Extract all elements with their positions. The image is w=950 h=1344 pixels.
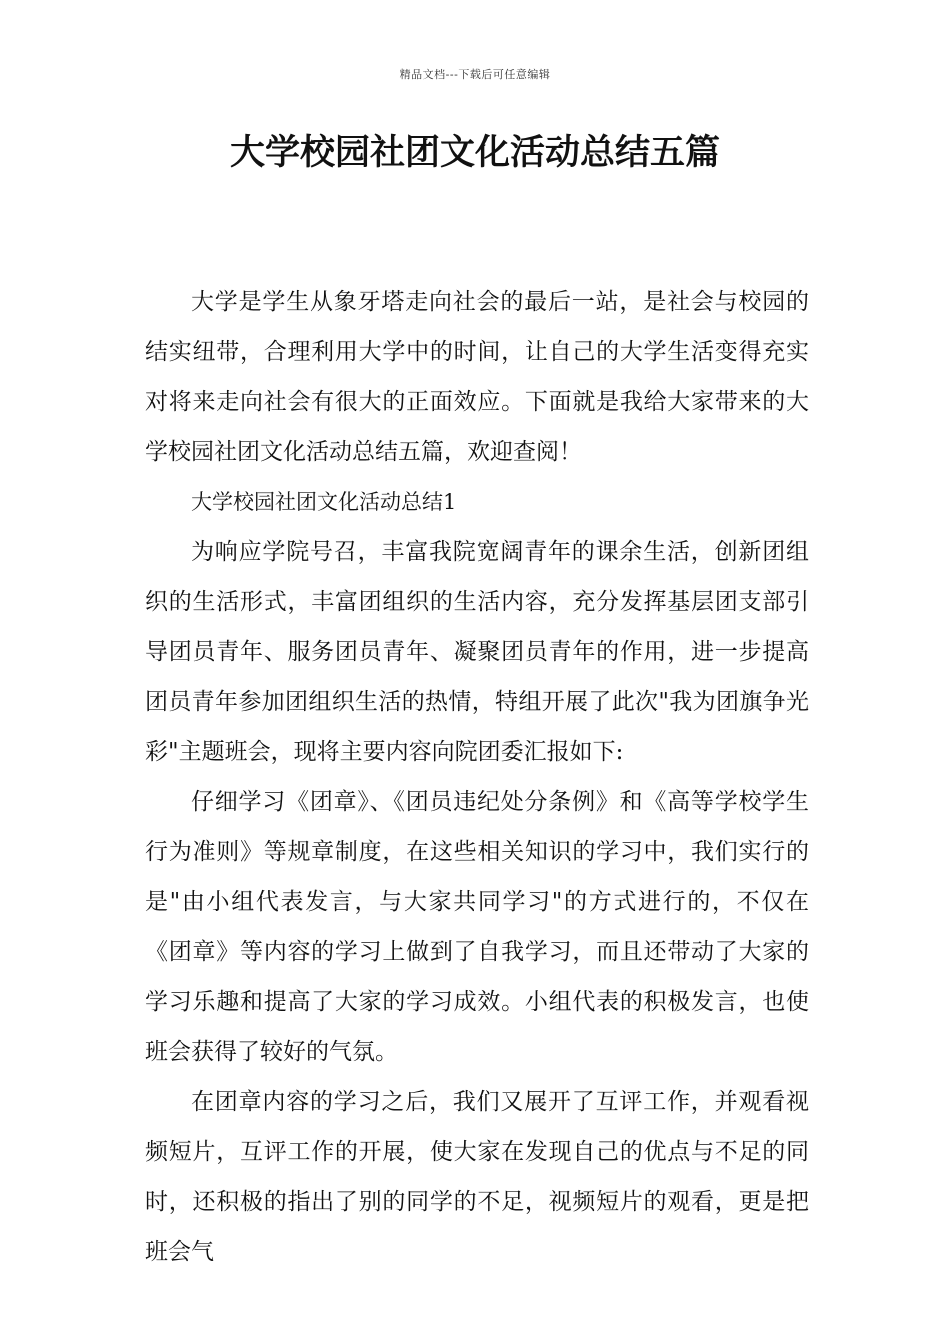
body-paragraph: 在团章内容的学习之后，我们又展开了互评工作，并观看视频短片，互评工作的开展，使大家在发现自己的优点与不足的同时，还积极的指出了别的同学的不足，视频短片的观看，更是把班会气 (145, 1089, 809, 1265)
document-title: 大学校园社团文化活动总结五篇 (229, 133, 720, 173)
body-paragraph: 仔细学习《团章》、《团员违纪处分条例》和《高等学校学生行为准则》等规章制度，在这些相关知识的学习中，我们实行的是"由小组代表发言，与大家共同学习"的方式进行的，不仅在《团章》等内容的学习上做到了自我学习，而且还带动了大家的学习乐趣和提高了大家的学习成效。小组代表的积极发言，也使班会获得了较好的气氛。 (145, 789, 809, 1065)
header-note: 精品文档---下载后可任意编辑 (399, 68, 551, 81)
section-heading: 大学校园社团文化活动总结1 (191, 490, 457, 514)
intro-paragraph: 大学是学生从象牙塔走向社会的最后一站，是社会与校园的结实纽带，合理利用大学中的时间，让自己的大学生活变得充实对将来走向社会有很大的正面效应。下面就是我给大家带来的大学校园社团文化活动总结五篇，欢迎查阅！ (145, 289, 809, 465)
document-body (145, 277, 809, 1277)
body-paragraph: 为响应学院号召，丰富我院宽阔青年的课余生活，创新团组织的生活形式，丰富团组织的生活内容，充分发挥基层团支部引导团员青年、服务团员青年、凝聚团员青年的作用，进一步提高团员青年参加团组织生活的热情，特组开展了此次"我为团旗争光彩"主题班会，现将主要内容向院团委汇报如下: (145, 539, 809, 765)
